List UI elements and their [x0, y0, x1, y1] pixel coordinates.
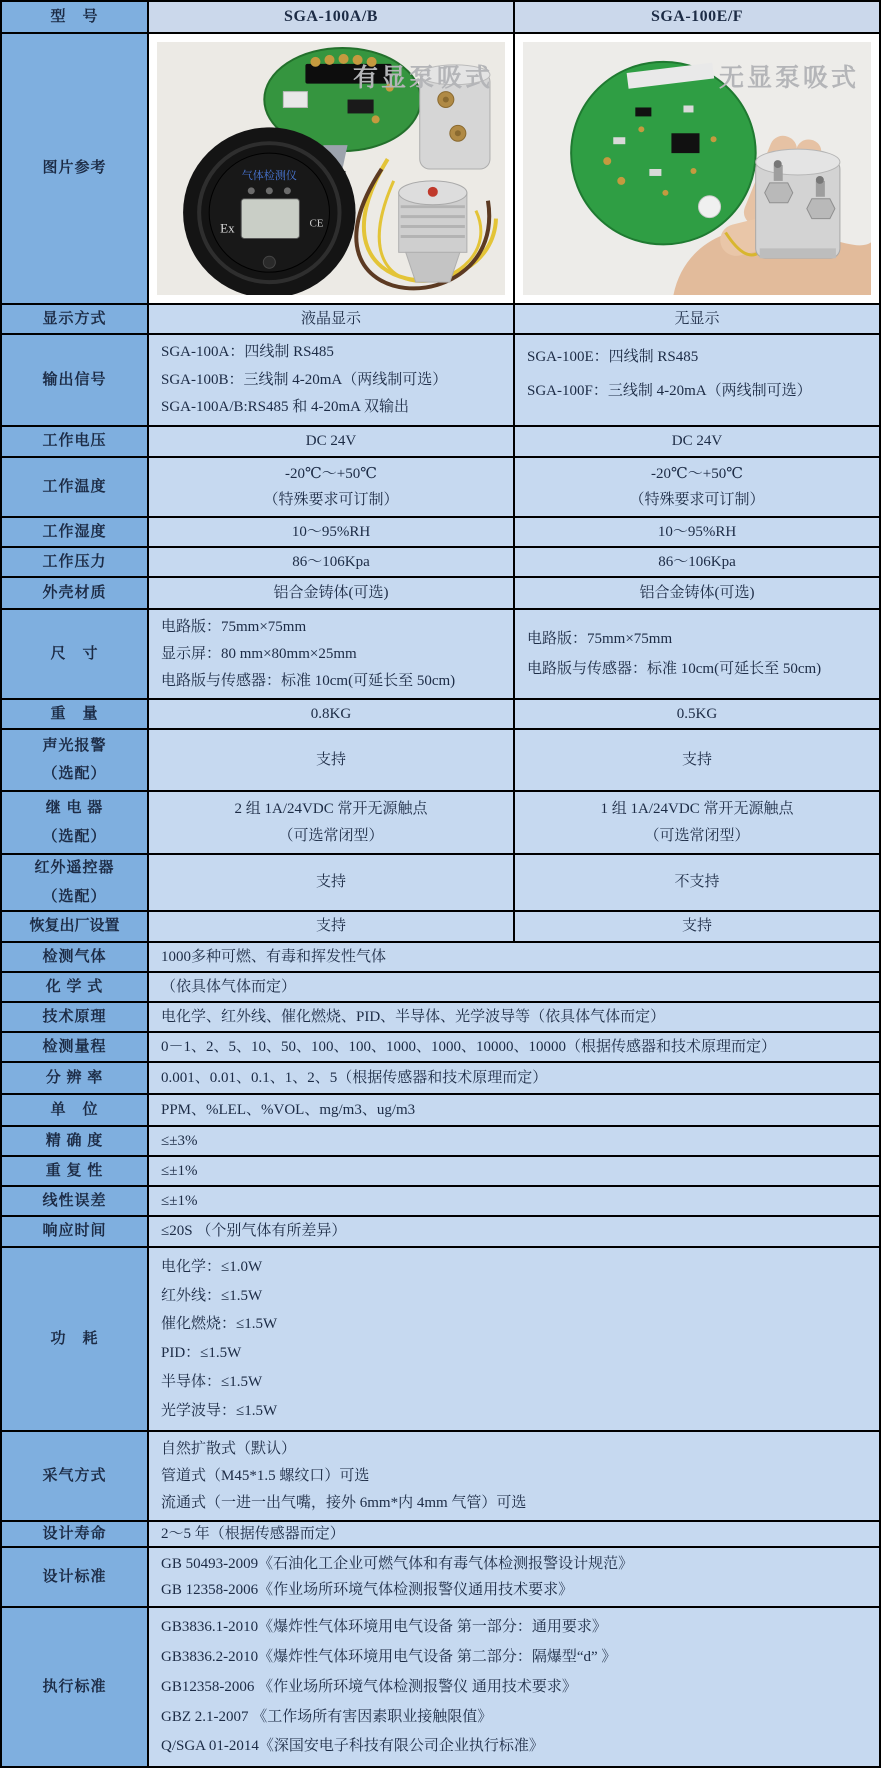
weight-value-b: 0.5KG: [513, 700, 879, 728]
text-line: SGA-100F：三线制 4-20mA（两线制可选）: [527, 383, 812, 400]
row-label-weight: 重 量: [2, 700, 149, 728]
text-line: GBZ 2.1-2007 《工作场所有害因素职业接触限值》: [161, 1708, 493, 1725]
text-line: SGA-100A/B:RS485 和 4-20mA 双输出: [161, 399, 409, 416]
row-label-resolution: 分 辨 率: [2, 1063, 149, 1093]
row-label-principle: 技术原理: [2, 1003, 149, 1031]
text-line: 半导体：≤1.5W: [161, 1374, 263, 1391]
spec-row-gases: [2, 941, 879, 971]
text-line: GB 12358-2006《作业场所环境气体检测报警仪通用技术要求》: [161, 1581, 574, 1598]
row-label-relay: [2, 792, 149, 853]
spec-row-linearity: [2, 1185, 879, 1215]
photo-watermark-b: 无显泵吸式: [718, 65, 859, 92]
spec-row-lifespan: [2, 1520, 879, 1546]
row-label-shell: 外壳材质: [2, 578, 149, 608]
spec-row-shell: [2, 576, 879, 608]
relay-value-b: [513, 792, 879, 853]
row-label-exec-standard: 执行标准: [2, 1608, 149, 1766]
row-label-design-standard: 设计标准: [2, 1548, 149, 1606]
sensor-red-dot: [428, 187, 438, 197]
ex-mark-text: Ex: [220, 220, 235, 236]
text-line: -20℃～+50℃: [650, 465, 743, 482]
photo-watermark-a: 有显泵吸式: [352, 65, 493, 92]
sensor-cylinder: [756, 149, 840, 258]
text-line: 1 组 1A/24VDC 常开无源触点: [600, 800, 794, 817]
remote-value-b: 不支持: [513, 855, 879, 910]
text-line: GB12358-2006 《作业场所环境气体检测报警仪 通用技术要求》: [161, 1678, 577, 1695]
spec-row-repeatability: [2, 1155, 879, 1185]
text-line: （选配）: [42, 766, 107, 782]
spec-row-temperature: [2, 456, 879, 516]
text-line: 管道式（M45*1.5 螺纹口）可选: [161, 1467, 370, 1484]
text-line: （可选常闭型）: [278, 827, 384, 844]
header-row: [2, 2, 879, 32]
row-label-display: 显示方式: [2, 305, 149, 333]
row-label-humidity: 工作湿度: [2, 518, 149, 546]
row-label-accuracy: 精 确 度: [2, 1127, 149, 1155]
spec-row-weight: [2, 698, 879, 728]
detector-head: [183, 127, 355, 295]
row-label-linearity: 线性误差: [2, 1187, 149, 1215]
row-label-lifespan: 设计寿命: [2, 1522, 149, 1546]
spec-row-unit: [2, 1093, 879, 1125]
text-line: SGA-100B：三线制 4-20mA（两线制可选）: [161, 371, 448, 388]
lifespan-value: 2～5 年（根据传感器而定）: [149, 1522, 879, 1546]
row-label-repeatability: 重 复 性: [2, 1157, 149, 1185]
row-label-unit: 单 位: [2, 1095, 149, 1125]
spec-row-display: [2, 303, 879, 333]
formula-value: （依具体气体而定）: [149, 973, 879, 1001]
resolution-value: 0.001、0.01、0.1、1、2、5（根据传感器和技术原理而定）: [149, 1063, 879, 1093]
output-value-b: [513, 335, 879, 425]
temperature-value-a: [149, 458, 513, 516]
shell-value-a: 铝合金铸体(可选): [149, 578, 513, 608]
sampling-value: [149, 1432, 879, 1520]
spec-row-accuracy: [2, 1125, 879, 1155]
spec-row-remote: [2, 853, 879, 910]
size-value-b: [513, 610, 879, 698]
text-line: （可选常闭型）: [644, 827, 750, 844]
pressure-value-b: 86～106Kpa: [513, 548, 879, 576]
text-line: （特殊要求可订制）: [629, 491, 765, 508]
row-label-formula: 化 学 式: [2, 973, 149, 1001]
spec-row-power: [2, 1246, 879, 1430]
row-label-temperature: 工作温度: [2, 458, 149, 516]
spec-row-output-signal: [2, 333, 879, 425]
temperature-value-b: [513, 458, 879, 516]
ce-mark-text: CE: [309, 217, 324, 230]
row-label-voltage: 工作电压: [2, 427, 149, 456]
weight-value-a: 0.8KG: [149, 700, 513, 728]
row-label-gases: 检测气体: [2, 943, 149, 971]
text-line: GB 50493-2009《石油化工企业可燃气体和有毒气体检测报警设计规范》: [161, 1555, 634, 1572]
voltage-value-b: DC 24V: [513, 427, 879, 456]
text-line: （选配）: [42, 888, 107, 905]
spec-row-pressure: [2, 546, 879, 576]
text-line: 继 电 器: [45, 800, 104, 816]
display-value-b: 无显示: [513, 305, 879, 333]
text-line: Q/SGA 01-2014《深国安电子科技有限公司企业执行标准》: [161, 1738, 544, 1755]
product-photo-sga-100ab: [149, 34, 513, 303]
product-photo-sga-100ef: [513, 34, 879, 303]
row-label-alarm: [2, 730, 149, 790]
repeatability-value: ≤±1%: [149, 1157, 879, 1185]
range-value: 0－1、2、5、10、50、100、100、1000、1000、10000、10000（根据传感器和技术原理而定）: [149, 1033, 879, 1061]
text-line: 显示屏：80 mm×80mm×25mm: [161, 645, 357, 662]
text-line: 电路版：75mm×75mm: [527, 630, 673, 647]
text-line: 红外遥控器: [34, 860, 115, 876]
text-line: 电路版：75mm×75mm: [161, 618, 307, 635]
spec-row-formula: [2, 971, 879, 1001]
text-line: （特殊要求可订制）: [263, 491, 399, 508]
spec-row-exec-standard: [2, 1606, 879, 1766]
principle-value: 电化学、红外线、催化燃烧、PID、半导体、光学波导等（依具体气体而定）: [149, 1003, 879, 1031]
response-value: ≤20S （个别气体有所差异）: [149, 1217, 879, 1246]
photo-row-label: 图片参考: [2, 34, 149, 303]
text-line: GB3836.1-2010《爆炸性气体环境用电气设备 第一部分：通用要求》: [161, 1619, 607, 1636]
factory-reset-value-b: 支持: [513, 912, 879, 941]
design-standard-value: [149, 1548, 879, 1606]
alarm-value-a: 支持: [149, 730, 513, 790]
voltage-value-a: DC 24V: [149, 427, 513, 456]
text-line: （选配）: [42, 828, 107, 845]
spec-row-relay: [2, 790, 879, 853]
linearity-value: ≤±1%: [149, 1187, 879, 1215]
device-brand-text: 气体检测仪: [241, 169, 297, 182]
spec-row-principle: [2, 1001, 879, 1031]
text-line: -20℃～+50℃: [284, 465, 377, 482]
spec-row-response: [2, 1215, 879, 1246]
header-model-b: SGA-100E/F: [513, 2, 879, 32]
display-value-a: 液晶显示: [149, 305, 513, 333]
text-line: GB3836.2-2010《爆炸性气体环境用电气设备 第二部分：隔爆型“d” 》: [161, 1649, 617, 1666]
text-line: 红外线：≤1.5W: [161, 1287, 263, 1304]
shell-value-b: 铝合金铸体(可选): [513, 578, 879, 608]
header-model-a: SGA-100A/B: [149, 2, 513, 32]
row-label-pressure: 工作压力: [2, 548, 149, 576]
row-label-power: 功 耗: [2, 1248, 149, 1430]
factory-reset-value-a: 支持: [149, 912, 513, 941]
row-label-range: 检测量程: [2, 1033, 149, 1061]
humidity-value-b: 10～95%RH: [513, 518, 879, 546]
size-value-a: [149, 610, 513, 698]
row-label-output-signal: 输出信号: [2, 335, 149, 425]
lcd-screen: [241, 199, 299, 239]
text-line: 2 组 1A/24VDC 常开无源触点: [234, 800, 428, 817]
text-line: 光学波导：≤1.5W: [161, 1403, 278, 1420]
output-value-a: [149, 335, 513, 425]
row-label-sampling: 采气方式: [2, 1432, 149, 1520]
spec-row-voltage: [2, 425, 879, 456]
text-line: 催化燃烧：≤1.5W: [161, 1316, 278, 1333]
spec-row-resolution: [2, 1061, 879, 1093]
spec-row-factory-reset: [2, 910, 879, 941]
text-line: 自然扩散式（默认）: [161, 1440, 297, 1457]
text-line: SGA-100E：四线制 RS485: [527, 349, 699, 365]
remote-value-a: 支持: [149, 855, 513, 910]
text-line: 流通式（一进一出气嘴，接外 6mm*内 4mm 气管）可选: [161, 1494, 527, 1511]
humidity-value-a: 10～95%RH: [149, 518, 513, 546]
spec-row-design-standard: [2, 1546, 879, 1606]
photo-row: [2, 32, 879, 303]
unit-value: PPM、%LEL、%VOL、mg/m3、ug/m3: [149, 1095, 879, 1125]
text-line: SGA-100A：四线制 RS485: [161, 344, 334, 361]
alarm-value-b: 支持: [513, 730, 879, 790]
row-label-factory-reset: 恢复出厂设置: [2, 912, 149, 941]
row-label-response: 响应时间: [2, 1217, 149, 1246]
text-line: 声光报警: [42, 737, 107, 754]
text-line: 电路版与传感器：标准 10cm(可延长至 50cm): [527, 661, 822, 677]
text-line: 电化学：≤1.0W: [161, 1258, 263, 1275]
gases-value: 1000多种可燃、有毒和挥发性气体: [149, 943, 879, 971]
spec-row-range: [2, 1031, 879, 1061]
accuracy-value: ≤±3%: [149, 1127, 879, 1155]
pressure-value-a: 86～106Kpa: [149, 548, 513, 576]
text-line: 电路版与传感器：标准 10cm(可延长至 50cm): [161, 672, 456, 689]
spec-row-alarm: [2, 728, 879, 790]
spec-row-humidity: [2, 516, 879, 546]
row-label-size: 尺 寸: [2, 610, 149, 698]
spec-row-sampling: [2, 1430, 879, 1520]
text-line: PID：≤1.5W: [161, 1345, 242, 1362]
row-label-remote: [2, 855, 149, 910]
power-value: [149, 1248, 879, 1430]
relay-value-a: [149, 792, 513, 853]
exec-standard-value: [149, 1608, 879, 1766]
spec-row-size: [2, 608, 879, 698]
header-model-label: 型 号: [2, 2, 149, 32]
